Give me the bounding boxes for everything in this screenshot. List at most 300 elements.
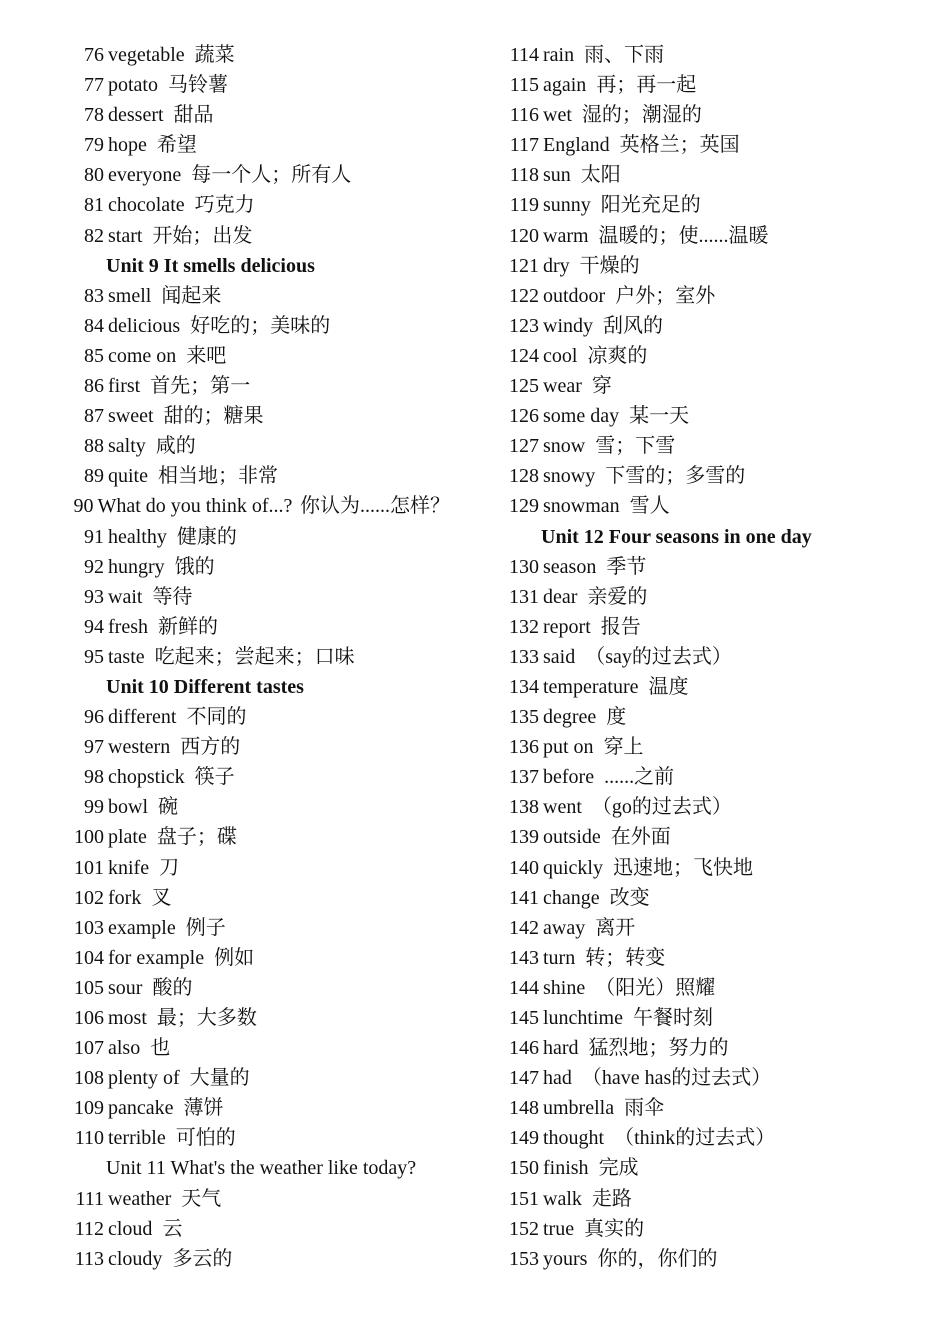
entry-number: 145	[509, 1007, 539, 1029]
chinese-meaning: 穿	[591, 375, 612, 398]
vocab-entry	[60, 311, 450, 341]
vocab-entry	[60, 281, 450, 311]
vocab-entry	[495, 732, 915, 762]
chinese-meaning: 碗	[158, 796, 178, 819]
english-word: hungry	[108, 555, 165, 578]
entry-number: 115	[509, 74, 539, 97]
chinese-meaning: 太阳	[580, 164, 621, 187]
entry-number: 95	[84, 645, 104, 668]
english-word: for example	[108, 946, 205, 969]
vocab-entry	[60, 612, 450, 642]
english-word: lunchtime	[543, 1007, 623, 1029]
english-word: quite	[108, 465, 148, 488]
chinese-meaning: 天气	[181, 1187, 222, 1210]
english-word: dry	[543, 254, 570, 277]
vocab-entry	[60, 190, 450, 220]
english-word: hard	[543, 1037, 579, 1060]
vocab-entry	[60, 100, 450, 130]
entry-number: 86	[84, 375, 104, 398]
entry-number: 110	[74, 1127, 104, 1150]
vocab-entry	[60, 1093, 450, 1123]
chinese-meaning: 改变	[609, 886, 650, 909]
entry-number: 150	[509, 1157, 539, 1180]
chinese-meaning: 例如	[214, 946, 255, 969]
entry-number: 92	[84, 555, 104, 578]
entry-number: 79	[84, 134, 104, 157]
chinese-meaning: 你的，你们的	[597, 1247, 718, 1270]
chinese-meaning: 等待	[152, 585, 193, 608]
entry-number: 78	[84, 104, 104, 127]
vocab-entry	[495, 160, 915, 190]
vocab-entry	[60, 822, 450, 852]
vocab-entry	[495, 311, 915, 341]
vocab-entry	[495, 491, 915, 521]
english-word: most	[108, 1007, 147, 1029]
vocab-entry	[495, 642, 915, 672]
entry-number: 117	[509, 134, 539, 157]
vocab-entry	[60, 371, 450, 401]
chinese-meaning: 首先；第一	[150, 375, 251, 398]
vocab-entry	[495, 702, 915, 732]
english-word: snowman	[543, 495, 620, 518]
chinese-meaning: 甜的；糖果	[163, 405, 264, 428]
chinese-meaning: 相当地；非常	[158, 465, 278, 488]
english-word: plate	[108, 826, 147, 849]
vocab-entry	[495, 431, 915, 461]
english-word: sunny	[543, 194, 591, 217]
english-word: healthy	[108, 525, 167, 548]
vocab-entry	[495, 1123, 915, 1153]
chinese-meaning: 穿上	[603, 736, 644, 759]
vocab-entry	[60, 1244, 450, 1274]
vocab-entry	[495, 822, 915, 852]
vocab-entry	[60, 1003, 450, 1033]
chinese-meaning: 度	[606, 706, 627, 729]
entry-number: 94	[84, 615, 104, 638]
entry-number: 132	[509, 615, 539, 638]
entry-number: 148	[509, 1097, 539, 1120]
english-word: windy	[543, 314, 593, 337]
chinese-meaning: 咸的	[155, 435, 196, 458]
vocab-entry	[495, 1244, 915, 1274]
chinese-meaning: （think的过去式）	[614, 1127, 776, 1150]
chinese-meaning: 温度	[648, 675, 689, 698]
english-word: knife	[108, 856, 150, 879]
chinese-meaning: 好吃的；美味的	[190, 314, 331, 337]
vocab-entry	[60, 431, 450, 461]
chinese-meaning: 再；再一起	[596, 74, 697, 97]
entry-number: 116	[509, 104, 539, 127]
vocab-entry	[495, 582, 915, 612]
chinese-meaning: 雨、下雨	[584, 44, 665, 66]
vocab-entry	[60, 40, 450, 70]
chinese-meaning: 云	[162, 1217, 183, 1240]
vocab-entry	[495, 672, 915, 702]
chinese-meaning: 也	[150, 1037, 171, 1060]
entry-number: 89	[84, 465, 104, 488]
chinese-meaning: 薄饼	[183, 1097, 224, 1120]
entry-number: 130	[509, 555, 539, 578]
english-word: snow	[543, 435, 586, 458]
english-word: fork	[108, 886, 142, 909]
vocab-entry	[60, 732, 450, 762]
vocab-entry	[495, 1093, 915, 1123]
english-word: shine	[543, 976, 586, 999]
vocab-entry	[60, 792, 450, 822]
english-word: hope	[108, 134, 147, 157]
entry-number: 151	[509, 1187, 539, 1210]
vocab-entry	[495, 371, 915, 401]
english-word: also	[108, 1037, 141, 1060]
entry-number: 81	[84, 194, 104, 217]
vocab-entry	[495, 973, 915, 1003]
entry-number: 82	[84, 224, 104, 247]
vocab-entry	[60, 973, 450, 1003]
english-word: vegetable	[108, 44, 185, 66]
english-word: change	[543, 886, 600, 909]
vocab-entry	[495, 461, 915, 491]
vocab-entry	[495, 612, 915, 642]
chinese-meaning: 温暖的；使......温暖	[598, 224, 769, 247]
vocab-entry	[495, 792, 915, 822]
english-word: smell	[108, 284, 152, 307]
chinese-meaning: （go的过去式）	[591, 796, 732, 819]
chinese-meaning: 希望	[156, 134, 197, 157]
vocabulary-column-right	[495, 40, 915, 1274]
vocab-entry	[60, 642, 450, 672]
vocab-entry	[495, 100, 915, 130]
unit-heading: Unit 9 It smells delicious	[106, 254, 315, 277]
entry-number: 133	[509, 645, 539, 668]
vocab-entry	[495, 1063, 915, 1093]
entry-number: 128	[509, 465, 539, 488]
english-word: rain	[543, 44, 575, 66]
entry-number: 119	[509, 194, 539, 217]
vocab-entry	[60, 762, 450, 792]
vocab-entry	[495, 552, 915, 582]
chinese-meaning: 开始；出发	[152, 224, 253, 247]
english-word: yours	[543, 1247, 588, 1270]
vocab-entry	[495, 853, 915, 883]
entry-number: 111	[75, 1187, 104, 1210]
english-word: weather	[108, 1187, 172, 1210]
chinese-meaning: 酸的	[152, 976, 193, 999]
chinese-meaning: 你认为......怎样？	[300, 495, 450, 518]
chinese-meaning: 新鲜的	[157, 615, 218, 638]
english-word: season	[543, 555, 597, 578]
chinese-meaning: 湿的；潮湿的	[581, 104, 702, 127]
english-word: went	[543, 796, 582, 819]
english-word: wear	[543, 375, 582, 398]
entry-number: 93	[84, 585, 104, 608]
vocab-entry	[60, 853, 450, 883]
english-word: before	[543, 766, 595, 789]
chinese-meaning: 报告	[600, 615, 641, 638]
vocab-entry	[495, 190, 915, 220]
vocab-entry	[495, 1033, 915, 1063]
entry-number: 134	[509, 675, 539, 698]
english-word: delicious	[108, 314, 181, 337]
entry-number: 102	[74, 886, 104, 909]
english-word: finish	[543, 1157, 589, 1180]
chinese-meaning: 凉爽的	[587, 344, 648, 367]
entry-number: 123	[509, 314, 539, 337]
chinese-meaning: 下雪的；多雪的	[605, 465, 746, 488]
entry-number: 114	[509, 44, 539, 66]
chinese-meaning: 某一天	[629, 405, 690, 428]
english-word: dessert	[108, 104, 164, 127]
entry-number: 125	[509, 375, 539, 398]
chinese-meaning: （阳光）照耀	[595, 976, 716, 999]
chinese-meaning: 马铃薯	[168, 74, 228, 97]
entry-number: 144	[509, 976, 539, 999]
chinese-meaning: 亲爱的	[587, 585, 648, 608]
unit-heading: Unit 12 Four seasons in one day	[541, 525, 812, 548]
english-word: pancake	[108, 1097, 174, 1120]
entry-number: 108	[74, 1067, 104, 1090]
entry-number: 126	[509, 405, 539, 428]
entry-number: 122	[509, 284, 539, 307]
chinese-meaning: 刮风的	[603, 314, 663, 337]
vocab-entry	[60, 401, 450, 431]
chinese-meaning: 西方的	[180, 736, 241, 759]
english-word: come on	[108, 344, 177, 367]
entry-number: 85	[84, 344, 104, 367]
entry-number: 140	[509, 856, 539, 879]
english-word: potato	[108, 74, 158, 97]
entry-number: 142	[509, 916, 539, 939]
chinese-meaning: 真实的	[584, 1217, 645, 1240]
english-word: dear	[543, 585, 578, 608]
entry-number: 143	[509, 946, 539, 969]
english-word: temperature	[543, 675, 639, 698]
vocab-entry	[60, 702, 450, 732]
english-word: report	[543, 615, 591, 638]
vocab-entry	[495, 943, 915, 973]
entry-number: 113	[74, 1247, 104, 1270]
english-word: had	[543, 1067, 572, 1090]
entry-number: 147	[509, 1067, 539, 1090]
entry-number: 127	[509, 435, 539, 458]
vocab-entry	[60, 1214, 450, 1244]
entry-number: 87	[84, 405, 104, 428]
english-word: taste	[108, 645, 145, 668]
vocab-entry	[495, 221, 915, 251]
vocab-entry	[60, 552, 450, 582]
vocab-entry	[60, 1184, 450, 1214]
chinese-meaning: 最；大多数	[156, 1007, 257, 1029]
chinese-meaning: 叉	[151, 886, 172, 909]
entry-number: 136	[509, 736, 539, 759]
vocab-entry	[60, 1033, 450, 1063]
entry-number: 109	[74, 1097, 104, 1120]
chinese-meaning: 来吧	[186, 344, 227, 367]
english-word: chocolate	[108, 194, 185, 217]
english-word: different	[108, 706, 177, 729]
chinese-meaning: 阳光充足的	[600, 194, 701, 217]
vocab-entry	[495, 1153, 915, 1183]
english-word: example	[108, 916, 176, 939]
entry-number: 120	[509, 224, 539, 247]
entry-number: 135	[509, 706, 539, 729]
chinese-meaning: 盘子；碟	[156, 826, 237, 849]
entry-number: 91	[84, 525, 104, 548]
chinese-meaning: 猛烈地；努力的	[588, 1037, 729, 1060]
vocab-entry	[495, 1214, 915, 1244]
english-word: degree	[543, 706, 597, 729]
entry-number: 139	[509, 826, 539, 849]
vocab-entry	[495, 251, 915, 281]
entry-number: 80	[84, 164, 104, 187]
vocab-entry	[495, 762, 915, 792]
english-word: outside	[543, 826, 601, 849]
entry-number: 97	[84, 736, 104, 759]
chinese-meaning: 午餐时刻	[632, 1007, 713, 1029]
entry-number: 77	[84, 74, 104, 97]
chinese-meaning: 雪人	[629, 495, 670, 518]
vocab-entry	[60, 341, 450, 371]
chinese-meaning: 可怕的	[175, 1127, 236, 1150]
english-word: sour	[108, 976, 143, 999]
entry-number: 105	[74, 976, 104, 999]
entry-number: 103	[74, 916, 104, 939]
english-word: wait	[108, 585, 143, 608]
vocab-entry	[495, 341, 915, 371]
chinese-meaning: 健康的	[176, 525, 237, 548]
chinese-meaning: 迅速地；飞快地	[613, 856, 753, 879]
vocab-entry	[60, 943, 450, 973]
vocab-entry	[495, 401, 915, 431]
entry-number: 84	[84, 314, 104, 337]
english-word: sweet	[108, 405, 154, 428]
chinese-meaning: 蔬菜	[194, 44, 235, 66]
entry-number: 124	[509, 344, 539, 367]
entry-number: 152	[509, 1217, 539, 1240]
vocab-entry	[60, 1063, 450, 1093]
english-word: western	[108, 736, 171, 759]
english-word: away	[543, 916, 586, 939]
entry-number: 83	[84, 284, 104, 307]
chinese-meaning: 筷子	[194, 766, 235, 789]
vocab-entry	[60, 491, 450, 521]
english-word: true	[543, 1217, 575, 1240]
vocab-entry	[60, 160, 450, 190]
chinese-meaning: 每一个人；所有人	[191, 164, 352, 187]
chinese-meaning: 巧克力	[194, 194, 255, 217]
chinese-meaning: 闻起来	[161, 284, 222, 307]
chinese-meaning: 刀	[159, 856, 180, 879]
entry-number: 106	[74, 1007, 104, 1029]
chinese-meaning: 多云的	[172, 1247, 233, 1270]
vocab-entry	[495, 883, 915, 913]
chinese-meaning: 不同的	[186, 706, 247, 729]
entry-number: 138	[509, 796, 539, 819]
chinese-meaning: 走路	[591, 1187, 632, 1210]
english-word: plenty of	[108, 1067, 180, 1090]
english-word: terrible	[108, 1127, 166, 1150]
entry-number: 96	[84, 706, 104, 729]
chinese-meaning: 转；转变	[585, 946, 666, 969]
vocab-entry	[495, 130, 915, 160]
vocab-entry	[60, 883, 450, 913]
chinese-meaning: 大量的	[189, 1067, 250, 1090]
english-word: cool	[543, 344, 578, 367]
english-word: fresh	[108, 615, 148, 638]
vocab-entry	[495, 1003, 915, 1033]
vocab-entry	[495, 281, 915, 311]
unit-heading: Unit 11 What's the weather like today?	[106, 1157, 417, 1180]
english-word: snowy	[543, 465, 596, 488]
vocab-entry	[60, 130, 450, 160]
vocab-entry	[495, 70, 915, 100]
entry-number: 137	[509, 766, 539, 789]
english-word: What do you think of...?	[97, 495, 293, 518]
entry-number: 107	[74, 1037, 104, 1060]
entry-number: 99	[84, 796, 104, 819]
english-word: some day	[543, 405, 620, 428]
entry-number: 101	[74, 856, 104, 879]
entry-number: 149	[509, 1127, 539, 1150]
vocab-entry	[60, 582, 450, 612]
english-word: bowl	[108, 796, 148, 819]
entry-number: 141	[509, 886, 539, 909]
english-word: put on	[543, 736, 594, 759]
english-word: warm	[543, 224, 589, 247]
english-word: thought	[543, 1127, 605, 1150]
unit-heading: Unit 10 Different tastes	[106, 675, 304, 698]
chinese-meaning: 户外；室外	[615, 284, 716, 307]
vocab-entry	[60, 461, 450, 491]
chinese-meaning: （have has的过去式）	[581, 1067, 772, 1090]
entry-number: 90	[73, 495, 94, 518]
chinese-meaning: 季节	[606, 555, 647, 578]
vocab-entry	[60, 70, 450, 100]
english-word: again	[543, 74, 587, 97]
english-word: wet	[543, 104, 572, 127]
chinese-meaning: 甜品	[173, 104, 214, 127]
english-word: England	[543, 134, 610, 157]
english-word: start	[108, 224, 143, 247]
english-word: quickly	[543, 856, 603, 879]
english-word: salty	[108, 435, 146, 458]
chinese-meaning: 饿的	[174, 555, 215, 578]
chinese-meaning: 英格兰；英国	[619, 134, 740, 157]
english-word: sun	[543, 164, 571, 187]
chinese-meaning: 完成	[598, 1157, 639, 1180]
chinese-meaning: ......之前	[604, 766, 675, 789]
english-word: turn	[543, 946, 576, 969]
english-word: everyone	[108, 164, 182, 187]
entry-number: 100	[74, 826, 104, 849]
entry-number: 76	[84, 44, 104, 66]
vocab-entry	[60, 913, 450, 943]
entry-number: 146	[509, 1037, 539, 1060]
chinese-meaning: （say的过去式）	[585, 645, 732, 668]
chinese-meaning: 雨伞	[624, 1097, 665, 1120]
vocab-entry	[60, 1123, 450, 1153]
chinese-meaning: 例子	[185, 916, 226, 939]
entry-number: 153	[509, 1247, 539, 1270]
vocabulary-column-left	[60, 40, 450, 1274]
entry-number: 104	[74, 946, 104, 969]
entry-number: 131	[509, 585, 539, 608]
entry-number: 112	[74, 1217, 104, 1240]
chinese-meaning: 吃起来；尝起来；口味	[154, 645, 355, 668]
vocab-entry	[495, 913, 915, 943]
entry-number: 98	[84, 766, 104, 789]
english-word: first	[108, 375, 141, 398]
chinese-meaning: 干燥的	[579, 254, 640, 277]
